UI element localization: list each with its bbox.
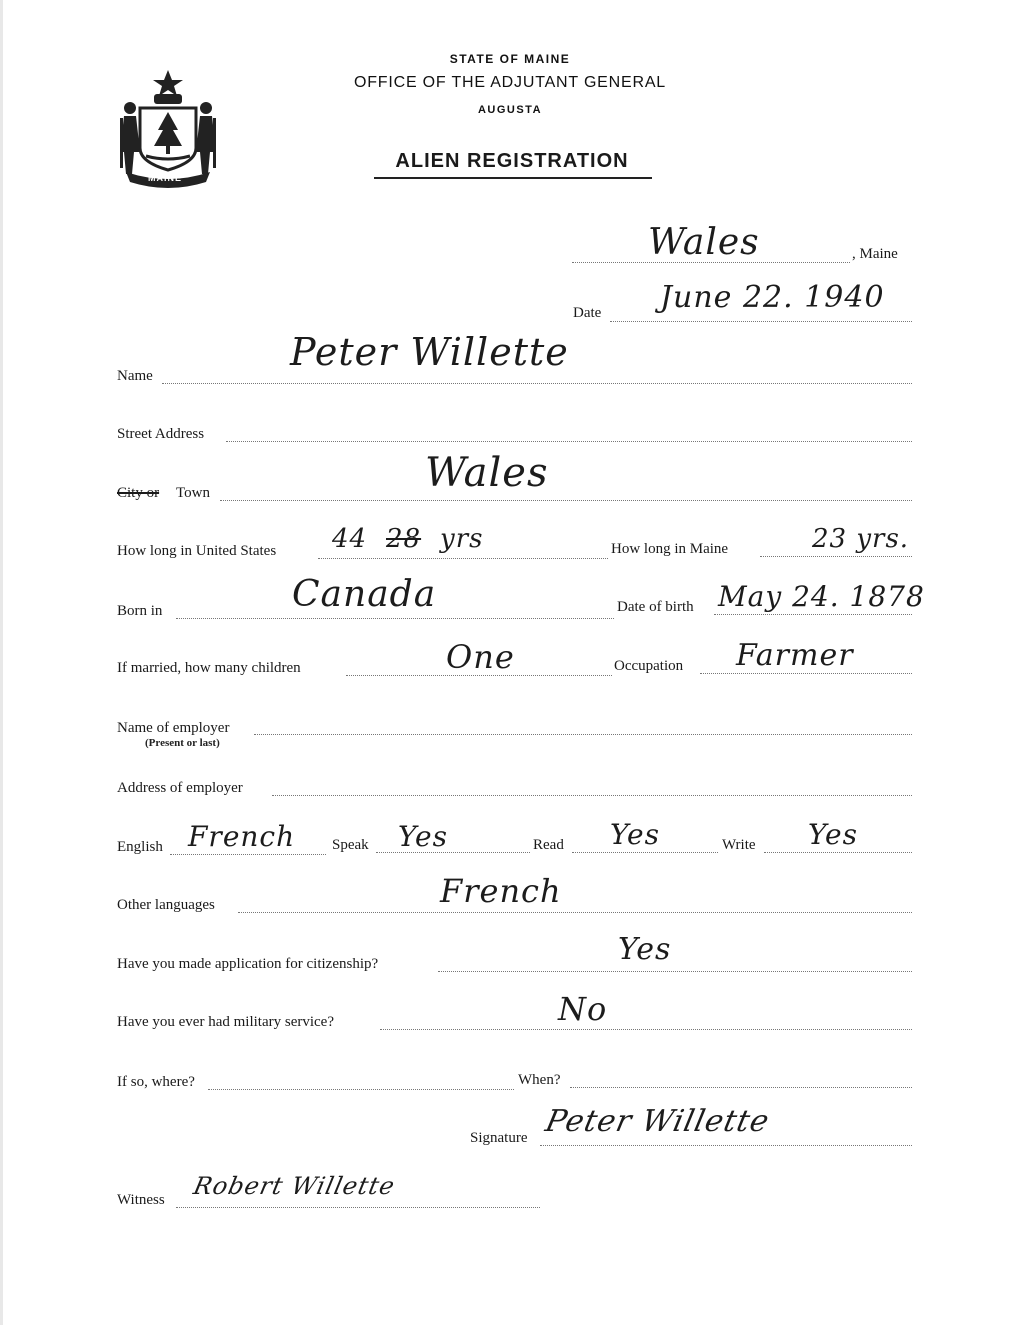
write-label: Write	[722, 837, 756, 853]
when-label: When?	[518, 1072, 561, 1088]
witness-label: Witness	[117, 1192, 165, 1208]
dob-dots	[714, 614, 912, 615]
office-heading: OFFICE OF THE ADJUTANT GENERAL	[353, 74, 667, 91]
witness-dots	[176, 1207, 540, 1208]
born-label: Born in	[117, 603, 163, 619]
english-dots	[170, 854, 326, 855]
employer-sublabel: (Present or last)	[145, 737, 220, 749]
witness-value: Robert Willette	[191, 1172, 398, 1200]
dob-value: May 24. 1878	[718, 580, 925, 613]
when-dots	[570, 1087, 912, 1088]
speak-label: Speak	[332, 837, 369, 853]
english-label: English	[117, 839, 163, 855]
name-value: Peter Willette	[290, 330, 569, 374]
place-suffix: , Maine	[852, 246, 898, 262]
other-languages-label: Other languages	[117, 897, 215, 913]
maine-years-label: How long in Maine	[611, 541, 729, 557]
us-years-value: 44	[332, 524, 368, 554]
date-label: Date	[573, 305, 602, 321]
city-heading: AUGUSTA	[477, 104, 543, 116]
occupation-label: Occupation	[614, 658, 684, 674]
form-title: ALIEN REGISTRATION	[395, 150, 629, 172]
read-dots	[572, 852, 718, 853]
employer-dots	[254, 734, 912, 735]
us-years-struck: 28	[386, 524, 422, 554]
title-underline	[374, 177, 652, 179]
write-value: Yes	[808, 818, 858, 851]
military-dots	[380, 1029, 912, 1030]
name-label: Name	[117, 368, 153, 384]
military-value: No	[558, 990, 608, 1028]
born-value: Canada	[292, 574, 437, 615]
military-label: Have you ever had military service?	[117, 1014, 334, 1030]
where-dots	[208, 1089, 514, 1090]
read-value: Yes	[610, 818, 660, 851]
maine-years-value: 23 yrs.	[812, 524, 910, 554]
signature-value: Peter Willette	[542, 1104, 773, 1139]
us-years-unit: yrs	[440, 524, 484, 554]
occupation-dots	[700, 673, 912, 674]
speak-value: Yes	[398, 820, 448, 853]
children-value: One	[446, 638, 515, 676]
town-dots	[220, 500, 912, 501]
employer-address-dots	[272, 795, 912, 796]
other-languages-dots	[238, 912, 912, 913]
signature-dots	[540, 1145, 912, 1146]
other-languages-value: French	[440, 872, 562, 910]
english-value: French	[188, 820, 296, 853]
born-dots	[176, 618, 614, 619]
citizenship-dots	[438, 971, 912, 972]
write-dots	[764, 852, 912, 853]
citizenship-label: Have you made application for citizenship?	[117, 956, 379, 972]
employer-address-label: Address of employer	[117, 780, 243, 796]
us-years-dots	[318, 558, 608, 559]
maine-years-dots	[760, 556, 912, 557]
state-heading: STATE OF MAINE	[449, 52, 571, 66]
citizenship-value: Yes	[618, 932, 672, 967]
dob-label: Date of birth	[617, 599, 694, 615]
date-dots	[610, 321, 912, 322]
town-label: Town	[176, 485, 210, 501]
street-dots	[226, 441, 912, 442]
street-label: Street Address	[117, 426, 205, 442]
scan-edge	[0, 0, 3, 1325]
date-value: June 22. 1940	[660, 280, 885, 315]
read-label: Read	[533, 837, 564, 853]
city-struck-label: City or	[117, 485, 160, 501]
state-seal-icon	[116, 68, 220, 188]
town-value: Wales	[425, 450, 549, 496]
us-years-label: How long in United States	[117, 543, 277, 559]
children-label: If married, how many children	[117, 660, 301, 676]
where-label: If so, where?	[117, 1074, 195, 1090]
occupation-value: Farmer	[736, 638, 854, 673]
signature-label: Signature	[470, 1130, 528, 1146]
place-value: Wales	[648, 222, 760, 263]
name-dots	[162, 383, 912, 384]
seal-banner-text: MAINE	[148, 173, 182, 183]
employer-label: Name of employer	[117, 720, 230, 736]
